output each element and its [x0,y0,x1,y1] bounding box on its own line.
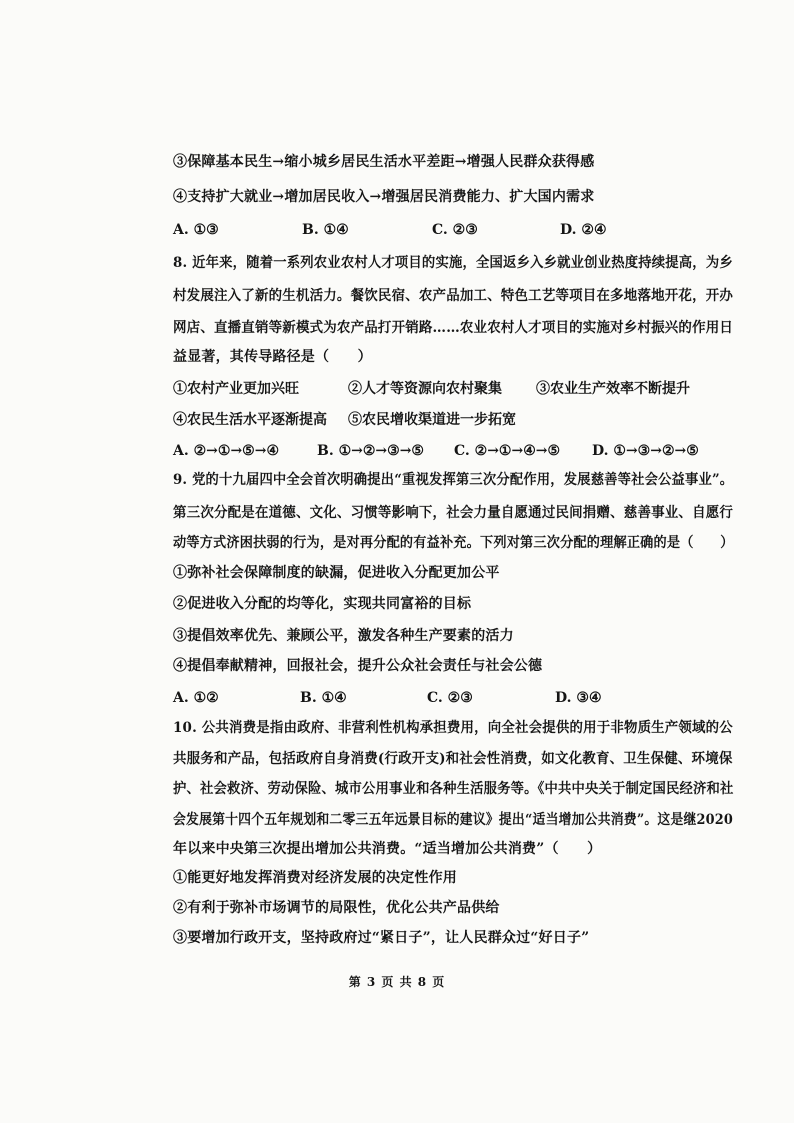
q10-stem-line-2: 共服务和产品，包括政府自身消费(行政开支)和社会性消费，如文化教育、卫生保健、环境保 [173,751,733,767]
q9-option-a[interactable]: A. ①② [173,690,219,706]
q7-item-3: ③保障基本民生→缩小城乡居民生活水平差距→增强人民群众获得感 [173,154,595,170]
q8-item-1: ①农村产业更加兴旺 [173,381,299,397]
q8-stem-line-1: 8. 近年来，随着一系列农业农村人才项目的实施，全国返乡入乡就业创业热度持续提高，为乡 [173,255,733,271]
q9-stem-line-2: 第三次分配是在道德、文化、习惯等影响下，社会力量自愿通过民间捐赠、慈善事业、自愿行 [173,505,734,521]
q9-stem-line-1: 9. 党的十九届四中全会首次明确提出“重视发挥第三次分配作用，发展慈善等社会公益事业”。 [173,472,734,488]
q8-option-a[interactable]: A. ②→①→⑤→④ [173,443,280,459]
q10-stem-line-1: 10. 公共消费是指由政府、非营利性机构承担费用，向全社会提供的用于非物质生产领域的公 [173,720,733,736]
q10-stem-line-4: 会发展第十四个五年规划和二零三五年远景目标的建议》提出“适当增加公共消费”。这是继2020 [173,812,734,828]
q10-stem-line-5: 年以来中央第三次提出增加公共消费。“适当增加公共消费”（ ） [173,841,602,857]
q9-item-2: ②促进收入分配的均等化，实现共同富裕的目标 [173,596,472,612]
q9-item-4: ④提倡奉献精神，回报社会，提升公众社会责任与社会公德 [173,658,543,674]
q8-option-b[interactable]: B. ①→②→③→⑤ [317,443,424,459]
q7-option-a[interactable]: A. ①③ [173,222,219,238]
q8-item-4: ④农民生活水平逐渐提高 [173,412,327,428]
q8-stem-line-2: 村发展注入了新的生机活力。餐饮民宿、农产品加工、特色工艺等项目在多地落地开花，开办 [173,288,734,304]
q8-item-5: ⑤农民增收渠道进一步拓宽 [348,412,516,428]
q7-option-b[interactable]: B. ①④ [302,222,349,238]
q9-stem-line-3: 动等方式济困扶弱的行为，是对再分配的有益补充。下列对第三次分配的理解正确的是（ ） [173,535,734,551]
q7-item-4: ④支持扩大就业→增加居民收入→增强居民消费能力、扩大国内需求 [173,189,595,205]
q8-item-3: ③农业生产效率不断提升 [536,381,690,397]
q7-option-d[interactable]: D. ②④ [560,222,607,238]
q9-item-1: ①弥补社会保障制度的缺漏，促进收入分配更加公平 [173,565,500,581]
q10-stem-line-3: 护、社会救济、劳动保险、城市公用事业和各种生活服务等。《中共中央关于制定国民经济和社 [173,781,734,797]
q9-option-c[interactable]: C. ②③ [427,690,473,706]
q8-item-2: ②人才等资源向农村聚集 [348,381,502,397]
q10-item-1: ①能更好地发挥消费对经济发展的决定性作用 [173,870,457,886]
page-number: 第 3 页 共 8 页 [348,975,446,989]
q7-option-c[interactable]: C. ②③ [432,222,478,238]
q8-stem-line-4: 益显著，其传导路径是（ ） [173,349,372,365]
q10-item-2: ②有利于弥补市场调节的局限性，优化公共产品供给 [173,900,500,916]
q10-item-3: ③要增加行政开支，坚持政府过“紧日子”，让人民群众过“好日子” [173,930,590,946]
q8-stem-line-3: 网店、直播直销等新模式为农产品打开销路……农业农村人才项目的实施对乡村振兴的作用日 [173,320,734,336]
q8-option-c[interactable]: C. ②→①→④→⑤ [454,443,561,459]
q9-option-b[interactable]: B. ①④ [300,690,347,706]
q9-option-d[interactable]: D. ③④ [555,690,602,706]
q8-option-d[interactable]: D. ①→③→②→⑤ [592,443,699,459]
q9-item-3: ③提倡效率优先、兼顾公平，激发各种生产要素的活力 [173,628,514,644]
